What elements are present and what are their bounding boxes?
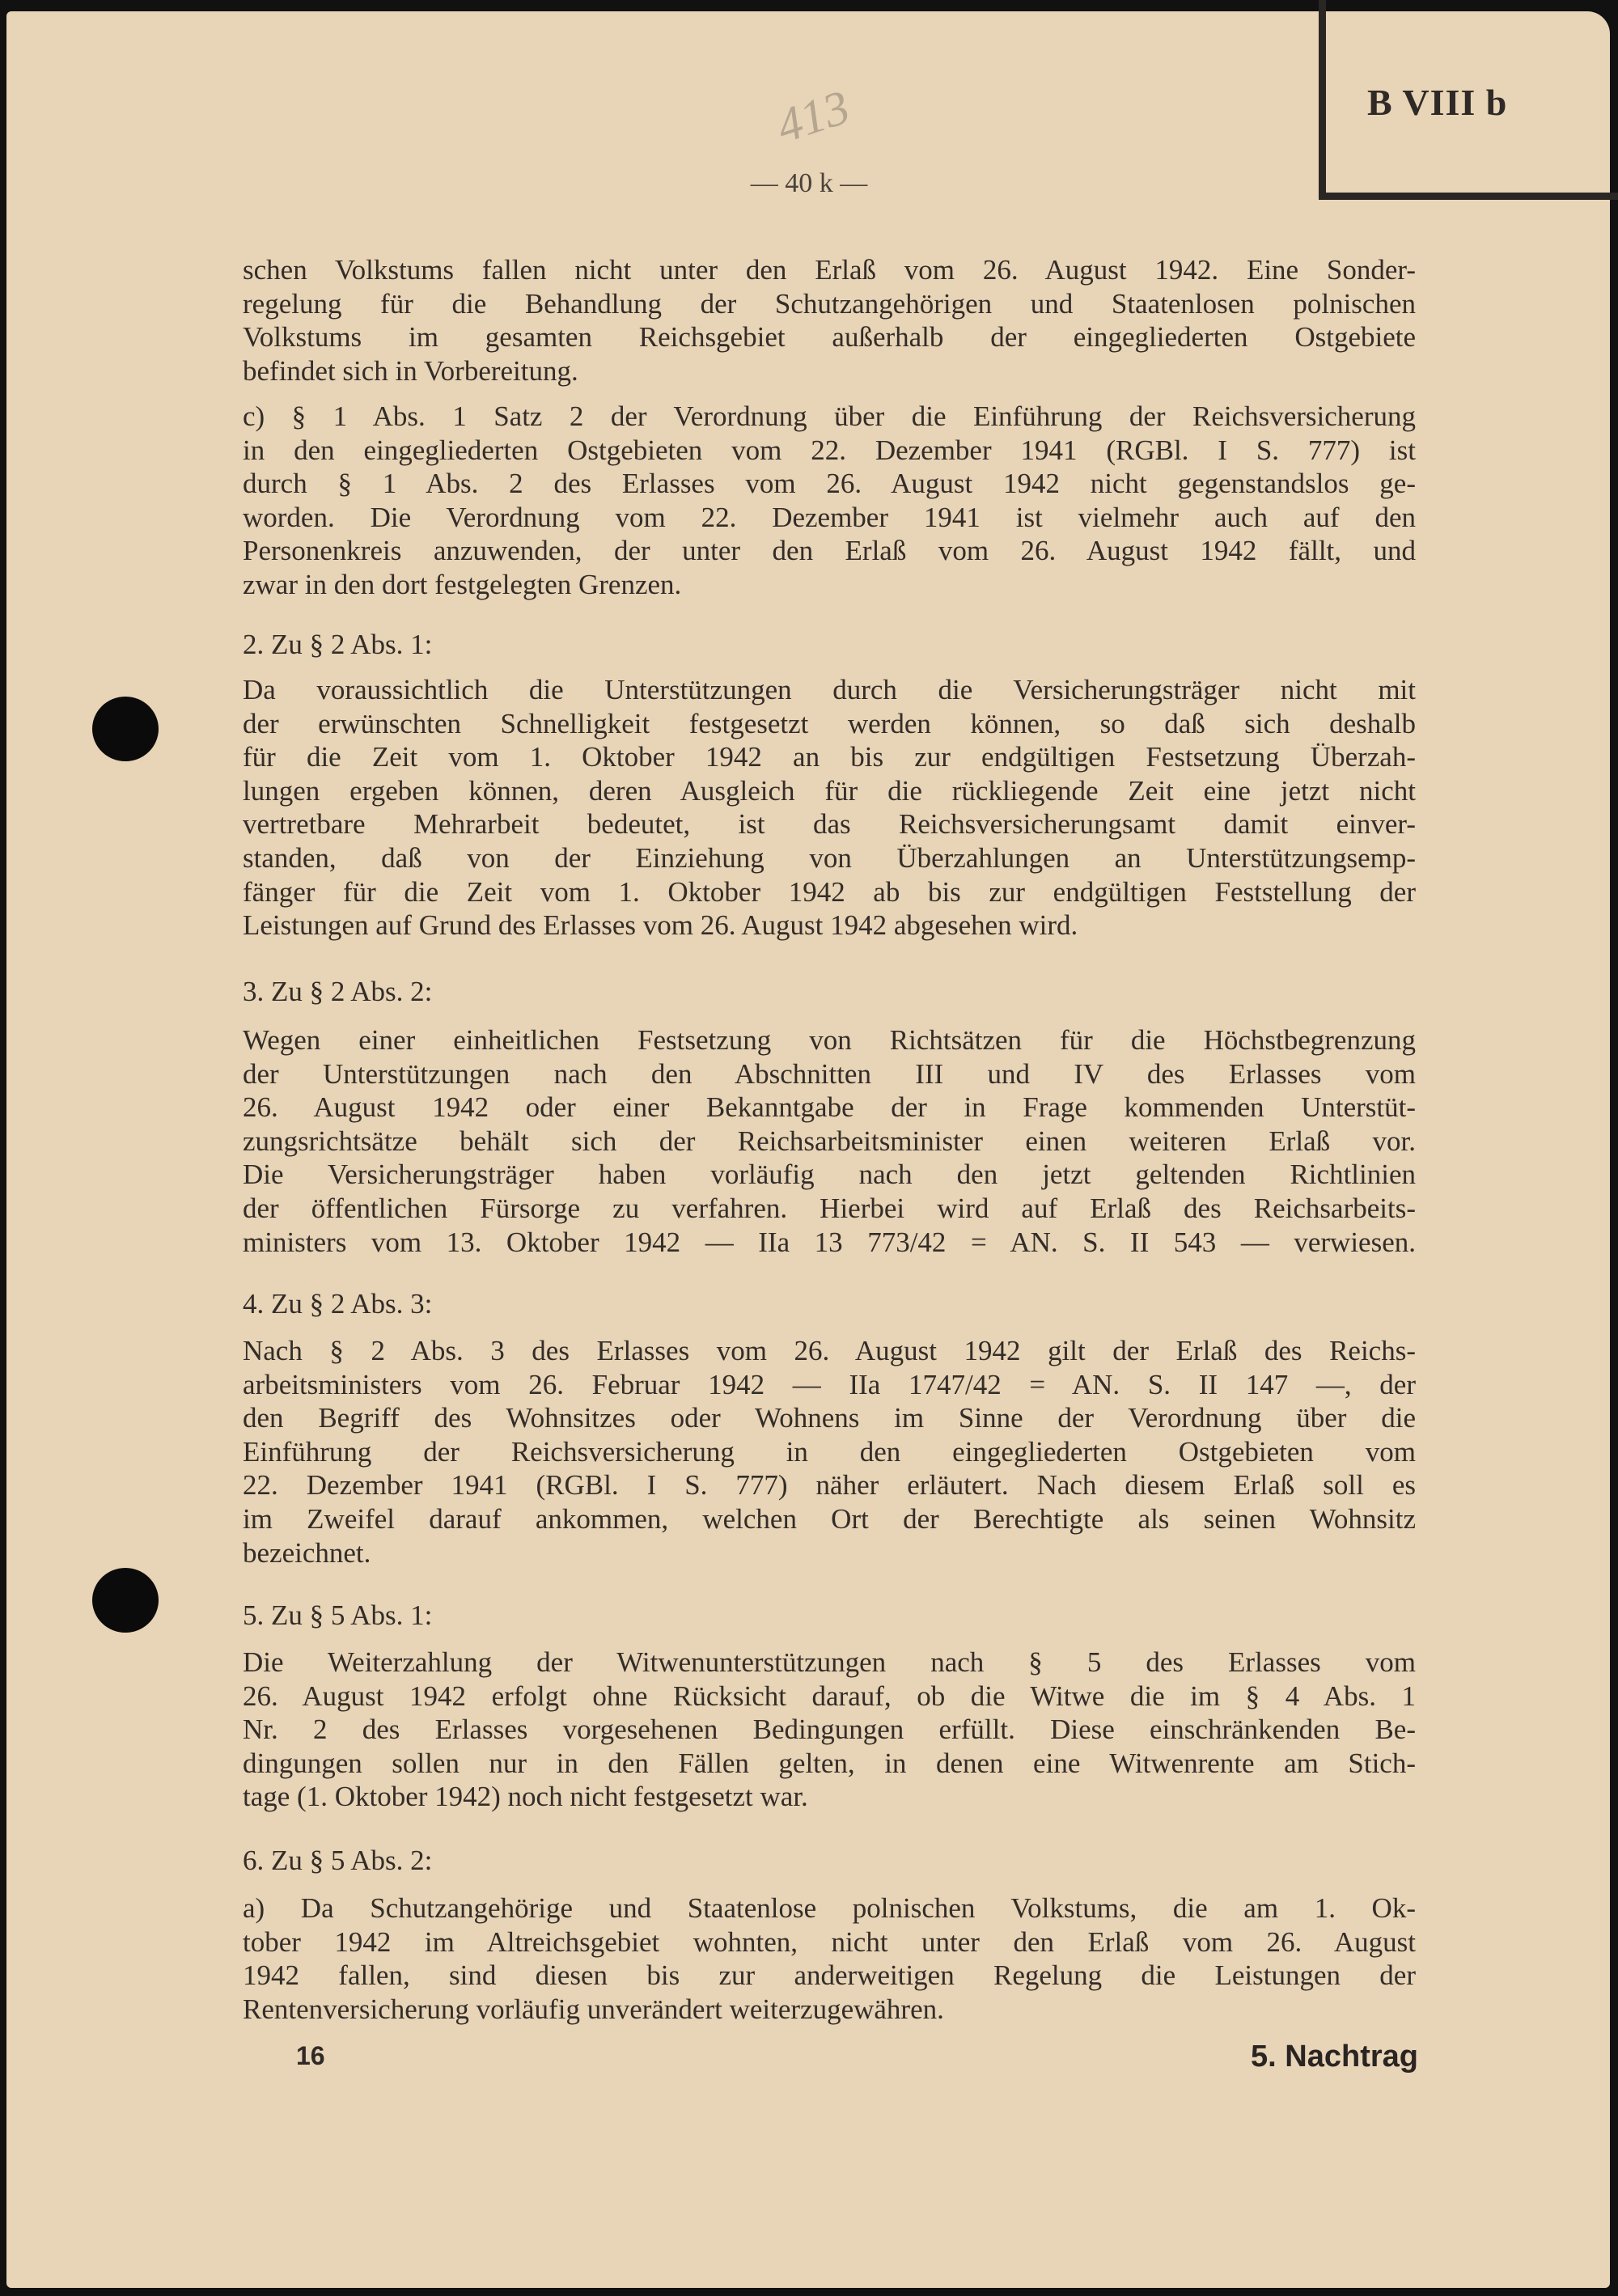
text-line: regelung für die Behandlung der Schutzangehörigen und Staatenlosen polnischen — [243, 287, 1416, 320]
text-line: für die Zeit vom 1. Oktober 1942 an bis zur endgültigen Festsetzung Überzah- — [243, 741, 1416, 773]
text-line: befindet sich in Vorbereitung. — [243, 354, 578, 387]
paragraph — [243, 1891, 1416, 2026]
text-line: Die Weiterzahlung der Witwenunterstützungen nach § 5 des Erlasses vom — [243, 1646, 1416, 1678]
section-heading: 2. Zu § 2 Abs. 1: — [243, 629, 433, 660]
text-line: Personenkreis anzuwenden, der unter den Erlaß vom 26. August 1942 fällt, und — [243, 535, 1416, 567]
text-line: Die Versicherungsträger haben vorläufig nach den jetzt geltenden Richtlinien — [243, 1159, 1416, 1191]
section-heading: 3. Zu § 2 Abs. 2: — [243, 976, 433, 1007]
punch-hole — [92, 697, 159, 761]
text-line: ministers vom 13. Oktober 1942 — IIa 13 773/42 = AN. S. II 543 — verwiesen. — [243, 1226, 1416, 1258]
text-line: der Unterstützungen nach den Abschnitten III und IV des Erlasses vom — [243, 1057, 1416, 1090]
text-line: tage (1. Oktober 1942) noch nicht festgesetzt war. — [243, 1781, 808, 1813]
paragraph — [243, 253, 1416, 388]
text-line: im Zweifel darauf ankommen, welchen Ort der Berechtigte als seinen Wohnsitz — [243, 1502, 1416, 1535]
text-line: 26. August 1942 oder einer Bekanntgabe der in Frage kommenden Unterstüt- — [243, 1091, 1416, 1124]
paragraph — [243, 1334, 1416, 1569]
text-line: Rentenversicherung vorläufig unverändert weiterzugewähren. — [243, 1993, 944, 2025]
text-line: Einführung der Reichsversicherung in den eingegliederten Ostgebieten vom — [243, 1435, 1416, 1468]
footer-page-number: 16 — [296, 2041, 325, 2070]
paragraph — [243, 673, 1416, 943]
paragraph — [243, 1023, 1416, 1259]
text-line: Wegen einer einheitlichen Festsetzung von Richtsätzen für die Höchstbegrenzung — [243, 1024, 1416, 1056]
pencil-annotation: 413 — [769, 79, 856, 154]
text-line: in den eingegliederten Ostgebieten vom 22. Dezember 1941 (RGBl. I S. 777) ist — [243, 434, 1416, 466]
text-line: Nr. 2 des Erlasses vorgesehenen Bedingungen erfüllt. Diese einschränkenden Be- — [243, 1714, 1416, 1746]
punch-hole — [92, 1568, 159, 1633]
section-label: B VIII b — [1367, 82, 1508, 123]
text-line: a) Da Schutzangehörige und Staatenlose polnischen Volkstums, die am 1. Ok- — [243, 1892, 1416, 1924]
paragraph — [243, 400, 1416, 602]
text-line: 1942 fallen, sind diesen bis zur anderweitigen Regelung die Leistungen der — [243, 1959, 1416, 1992]
text-line: 22. Dezember 1941 (RGBl. I S. 777) näher erläutert. Nach diesem Erlaß soll es — [243, 1469, 1416, 1502]
text-line: bezeichnet. — [243, 1536, 371, 1569]
text-line: standen, daß von der Einziehung von Überzahlungen an Unterstützungsemp- — [243, 841, 1416, 874]
text-line: Nach § 2 Abs. 3 des Erlasses vom 26. August 1942 gilt der Erlaß des Reichs- — [243, 1335, 1416, 1366]
paragraph — [243, 1646, 1416, 1814]
text-line: zwar in den dort festgelegten Grenzen. — [243, 568, 682, 600]
text-line: Da voraussichtlich die Unterstützungen durch die Versicherungsträger nicht mit — [243, 674, 1416, 705]
text-line: c) § 1 Abs. 1 Satz 2 der Verordnung über die Einführung der Reichsversicherung — [243, 400, 1416, 432]
text-line: 26. August 1942 erfolgt ohne Rücksicht darauf, ob die Witwe die im § 4 Abs. 1 — [243, 1680, 1416, 1712]
text-line: worden. Die Verordnung vom 22. Dezember 1941 ist vielmehr auch auf den — [243, 501, 1416, 533]
text-line: arbeitsministers vom 26. Februar 1942 — IIa 1747/42 = AN. S. II 147 —, der — [243, 1368, 1416, 1400]
page-number: — 40 k — — [750, 168, 868, 198]
text-line: Leistungen auf Grund des Erlasses vom 26. August 1942 abgesehen wird. — [243, 909, 1078, 942]
section-heading: 4. Zu § 2 Abs. 3: — [243, 1288, 433, 1320]
text-line: der öffentlichen Fürsorge zu verfahren. Hierbei wird auf Erlaß des Reichsarbeits- — [243, 1192, 1416, 1224]
text-line: lungen ergeben können, deren Ausgleich für die rückliegende Zeit eine jetzt nicht — [243, 774, 1416, 807]
text-line: zungsrichtsätze behält sich der Reichsarbeitsminister einen weiteren Erlaß vor. — [243, 1125, 1416, 1157]
text-line: fänger für die Zeit vom 1. Oktober 1942 ab bis zur endgültigen Feststellung der — [243, 875, 1416, 908]
text-line: tober 1942 im Altreichsgebiet wohnten, nicht unter den Erlaß vom 26. August — [243, 1925, 1416, 1958]
text-line: dingungen sollen nur in den Fällen gelten, in denen eine Witwenrente am Stich- — [243, 1747, 1416, 1779]
section-heading: 6. Zu § 5 Abs. 2: — [243, 1845, 433, 1876]
section-heading: 5. Zu § 5 Abs. 1: — [243, 1599, 433, 1631]
text-line: schen Volkstums fallen nicht unter den Erlaß vom 26. August 1942. Eine Sonder- — [243, 254, 1416, 286]
text-line: der erwünschten Schnelligkeit festgesetzt werden können, so daß sich deshalb — [243, 707, 1416, 739]
text-line: durch § 1 Abs. 2 des Erlasses vom 26. August 1942 nicht gegenstandslos ge- — [243, 468, 1416, 500]
text-line: Volkstums im gesamten Reichsgebiet außerhalb der eingegliederten Ostgebiete — [243, 321, 1416, 354]
text-line: den Begriff des Wohnsitzes oder Wohnens im Sinne der Verordnung über die — [243, 1402, 1416, 1434]
footer-supplement-label: 5. Nachtrag — [1251, 2040, 1418, 2074]
text-line: vertretbare Mehrarbeit bedeutet, ist das Reichsversicherungsamt damit einver- — [243, 808, 1416, 841]
